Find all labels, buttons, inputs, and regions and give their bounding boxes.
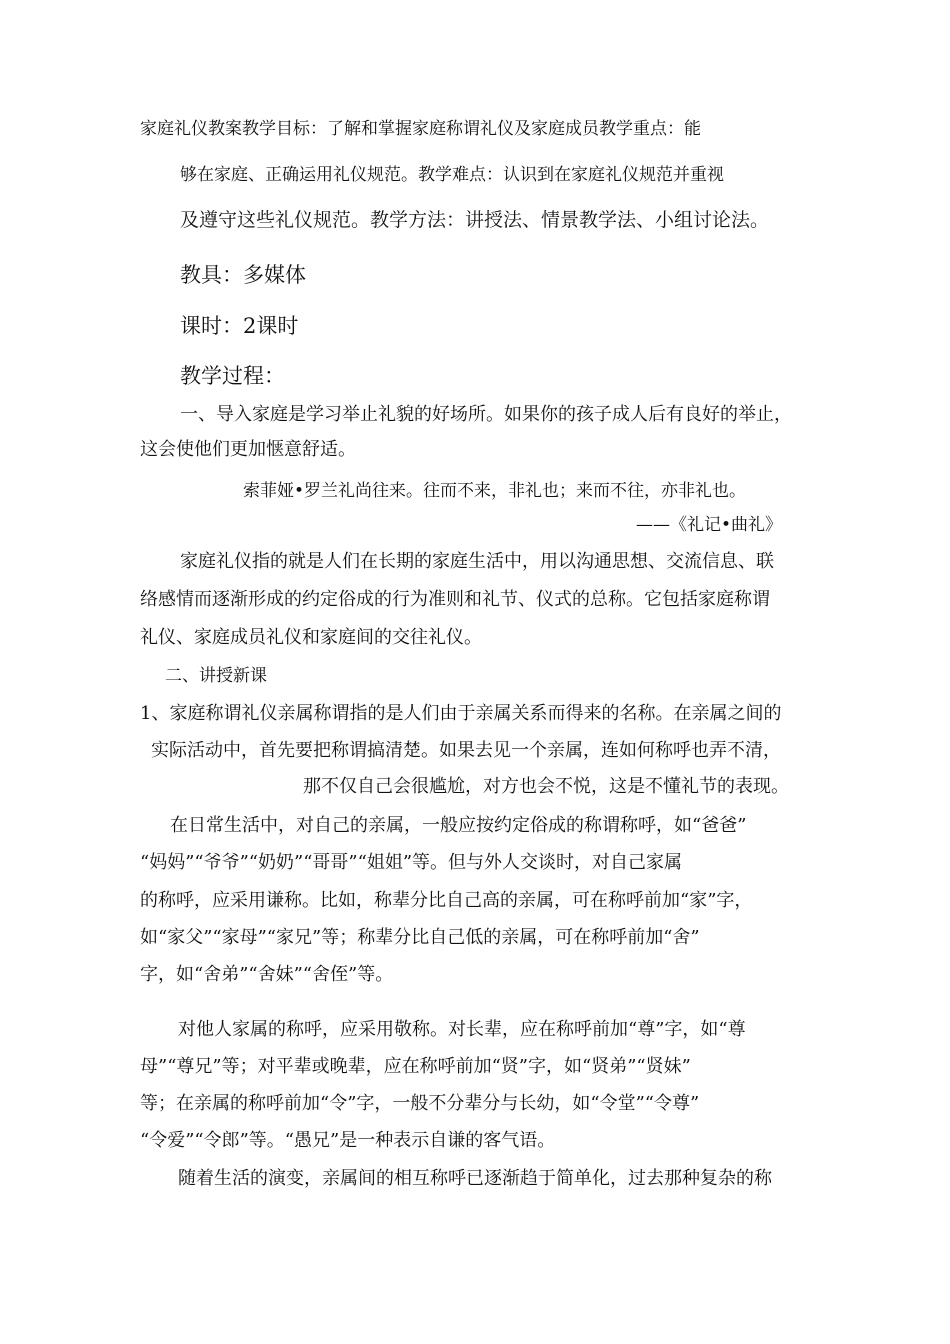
evolution-line-1: 随着生活的演变，亲属间的相互称呼已逐渐趋于简单化，过去那种复杂的称 bbox=[178, 1168, 772, 1189]
definition-line-2: 络感情而逐渐形成的约定俗成的行为准则和礼节、仪式的总称。它包括家庭称谓 bbox=[140, 589, 770, 610]
objectives-line-1: 家庭礼仪教案教学目标：了解和掌握家庭称谓礼仪及家庭成员教学重点：能 bbox=[140, 119, 701, 139]
definition-line-3: 礼仪、家庭成员礼仪和家庭间的交往礼仪。 bbox=[140, 627, 482, 648]
intro-line-1: 一、导入家庭是学习举止礼貌的好场所。如果你的孩子成人后有良好的举止， bbox=[180, 404, 792, 425]
process-heading: 教学过程： bbox=[180, 364, 285, 388]
objectives-line-2: 够在家庭、正确运用礼仪规范。教学难点：认识到在家庭礼仪规范并重视 bbox=[180, 165, 724, 185]
respect-line-2: 母”“尊兄”等；对平辈或晚辈，应在称呼前加“贤”字，如“贤弟”“贤妹” bbox=[140, 1056, 691, 1077]
quote-line: 索菲娅•罗兰礼尚往来。往而不来，非礼也；来而不往，亦非礼也。 bbox=[243, 481, 747, 501]
intro-line-2: 这会使他们更加惬意舒适。 bbox=[140, 439, 356, 460]
kinship-line-2: 实际活动中，首先要把称谓搞清楚。如果去见一个亲属，连如何称呼也弄不清， bbox=[151, 740, 781, 761]
humble-line-4: 如“家父”“家母”“家兄”等；称辈分比自己低的亲属，可在称呼前加“舍” bbox=[140, 927, 700, 948]
respect-line-1: 对他人家属的称呼，应采用敬称。对长辈，应在称呼前加“尊”字，如“尊 bbox=[178, 1019, 746, 1040]
respect-line-4: “令爱”“令郎”等。“愚兄”是一种表示自谦的客气语。 bbox=[140, 1130, 556, 1151]
teaching-aids-line: 教具：多媒体 bbox=[180, 263, 306, 287]
section-two-heading: 二、讲授新课 bbox=[165, 666, 267, 686]
objectives-line-3: 及遵守这些礼仪规范。教学方法：讲授法、情景教学法、小组讨论法。 bbox=[180, 209, 770, 231]
kinship-line-1: 1、家庭称谓礼仪亲属称谓指的是人们由于亲属关系而得来的名称。在亲属之间的 bbox=[140, 703, 782, 724]
quote-source: ——《礼记•曲礼》 bbox=[636, 515, 783, 535]
humble-line-2: “妈妈”“爷爷”“奶奶”“哥哥”“姐姐”等。但与外人交谈时，对自己家属 bbox=[140, 852, 683, 873]
definition-line-1: 家庭礼仪指的就是人们在长期的家庭生活中，用以沟通思想、交流信息、联 bbox=[180, 551, 774, 572]
humble-line-3: 的称呼，应采用谦称。比如，称辈分比自己高的亲属，可在称呼前加“家”字， bbox=[140, 890, 753, 911]
class-hours-line: 课时：2课时 bbox=[180, 314, 299, 338]
kinship-line-3: 那不仅自己会很尴尬，对方也会不悦，这是不懂礼节的表现。 bbox=[303, 776, 789, 797]
respect-line-3: 等；在亲属的称呼前加“令”字，一般不分辈分与长幼，如“令堂”“令尊” bbox=[140, 1093, 700, 1114]
humble-line-5: 字，如“舍弟”“舍妹”“舍侄”等。 bbox=[140, 964, 394, 985]
humble-line-1: 在日常生活中，对自己的亲属，一般应按约定俗成的称谓称呼，如“爸爸” bbox=[170, 815, 747, 836]
